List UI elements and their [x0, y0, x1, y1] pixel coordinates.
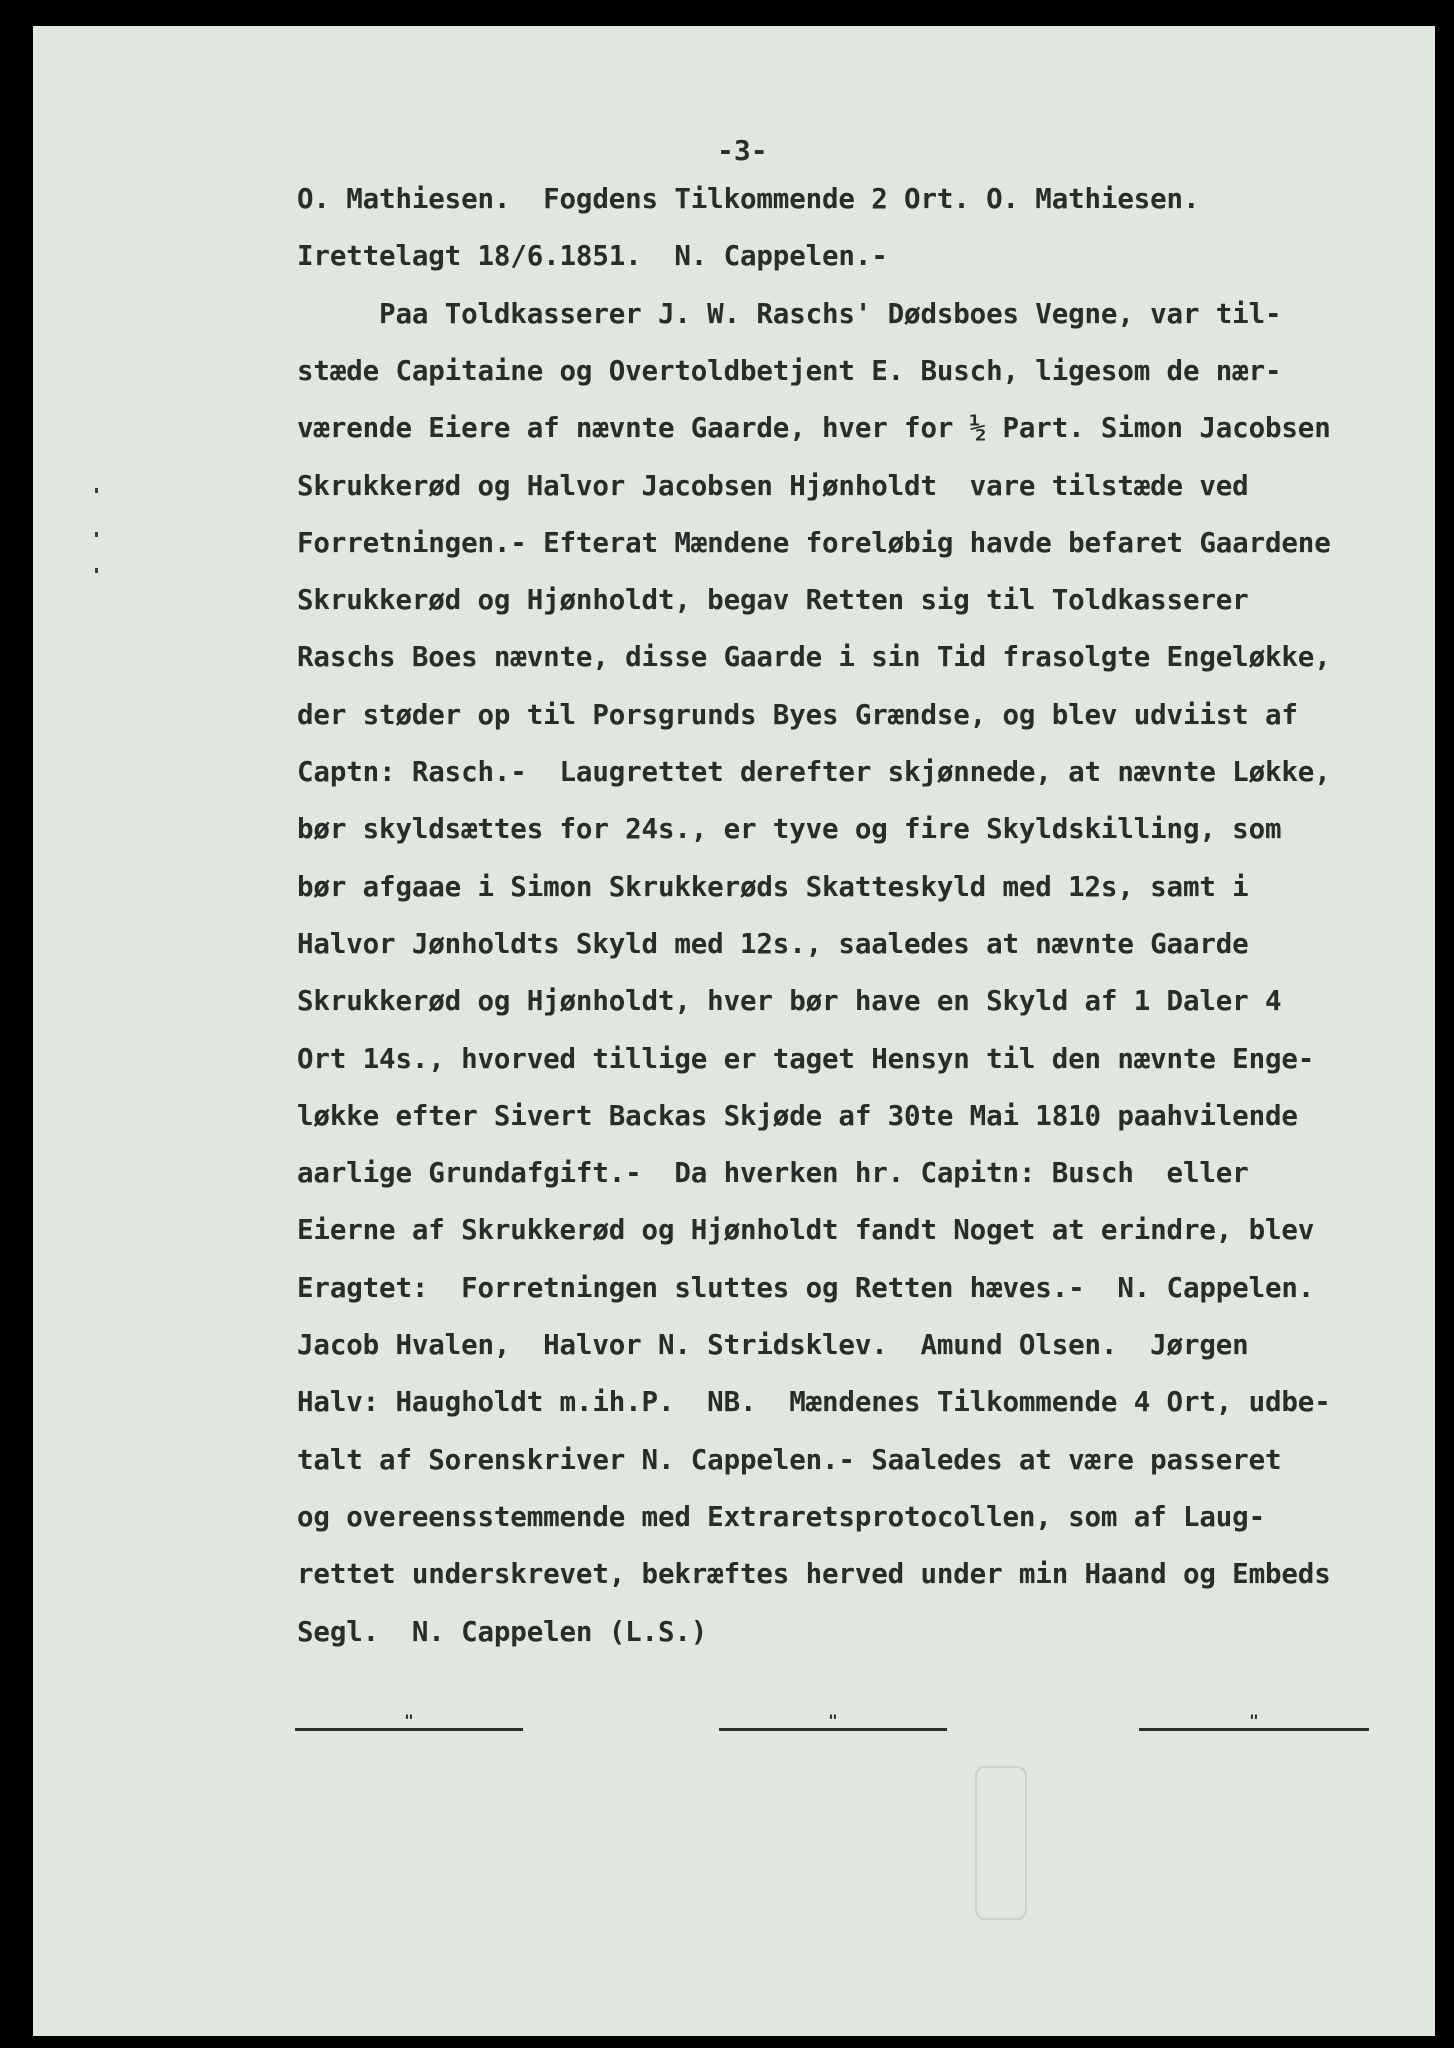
text-line: bør skyldsættes for 24s., er tyve og fire Skyldskilling, som — [297, 813, 1282, 846]
ditto-rule-right — [1139, 1711, 1369, 1731]
text-line: Ort 14s., hvorved tillige er taget Hensyn til den nævnte Enge- — [297, 1042, 1315, 1075]
text-line: løkke efter Sivert Backas Skjøde af 30te Mai 1810 paahvilende — [297, 1099, 1298, 1132]
text-line: og overeensstemmende med Extraretsprotocollen, som af Laug- — [297, 1500, 1265, 1533]
text-line: Irettelagt 18/6.1851. N. Cappelen.- — [297, 240, 888, 273]
text-line: bør afgaae i Simon Skrukkerøds Skatteskyld med 12s, samt i — [297, 870, 1249, 903]
ditto-rule-left — [295, 1711, 523, 1731]
margin-tick — [95, 488, 98, 493]
faint-stamp-watermark — [975, 1766, 1027, 1920]
page-number: -3- — [717, 134, 768, 167]
text-line: Paa Toldkasserer J. W. Raschs' Dødsboes Vegne, var til- — [297, 297, 1282, 330]
text-line: rettet underskrevet, bekræftes herved under min Haand og Embeds — [297, 1558, 1331, 1591]
text-line: Raschs Boes nævnte, disse Gaarde i sin Tid frasolgte Engeløkke, — [297, 641, 1331, 674]
text-line: Eragtet: Forretningen sluttes og Retten hæves.- N. Cappelen. — [297, 1271, 1315, 1304]
text-line: Eierne af Skrukkerød og Hjønholdt fandt Noget at erindre, blev — [297, 1214, 1315, 1247]
text-line: Captn: Rasch.- Laugrettet derefter skjønnede, at nævnte Løkke, — [297, 756, 1331, 788]
text-line: værende Eiere af nævnte Gaarde, hver for ½ Part. Simon Jacobsen — [297, 412, 1331, 445]
ditto-mark: " — [404, 1711, 414, 1730]
ditto-mark: " — [1249, 1711, 1259, 1730]
ditto-rule-center — [719, 1711, 947, 1731]
margin-tick — [95, 568, 98, 573]
ditto-mark: " — [828, 1711, 838, 1730]
text-line: aarlige Grundafgift.- Da hverken hr. Capitn: Busch eller — [297, 1157, 1249, 1190]
document-page — [33, 26, 1435, 2036]
text-line: Skrukkerød og Halvor Jacobsen Hjønholdt vare tilstæde ved — [297, 469, 1249, 502]
text-line: Halvor Jønholdts Skyld med 12s., saaledes at nævnte Gaarde — [297, 927, 1249, 960]
text-line: Halv: Haugholdt m.ih.P. NB. Mændenes Tilkommende 4 Ort, udbe- — [297, 1386, 1331, 1419]
text-line: Skrukkerød og Hjønholdt, hver bør have en Skyld af 1 Daler 4 — [297, 985, 1282, 1018]
text-line: Segl. N. Cappelen (L.S.) — [297, 1615, 708, 1648]
text-line: Skrukkerød og Hjønholdt, begav Retten sig til Toldkasserer — [297, 584, 1249, 617]
text-line: stæde Capitaine og Overtoldbetjent E. Busch, ligesom de nær- — [297, 354, 1282, 387]
text-line: O. Mathiesen. Fogdens Tilkommende 2 Ort. O. Mathiesen. — [297, 183, 1200, 215]
margin-tick — [95, 532, 98, 537]
text-line: Jacob Hvalen, Halvor N. Stridsklev. Amund Olsen. Jørgen — [297, 1329, 1249, 1361]
text-line: Forretningen.- Efterat Mændene foreløbig havde befaret Gaardene — [297, 526, 1331, 559]
text-line: talt af Sorenskriver N. Cappelen.- Saaledes at være passeret — [297, 1443, 1282, 1476]
text-line: der støder op til Porsgrunds Byes Grændse, og blev udviist af — [297, 698, 1298, 731]
